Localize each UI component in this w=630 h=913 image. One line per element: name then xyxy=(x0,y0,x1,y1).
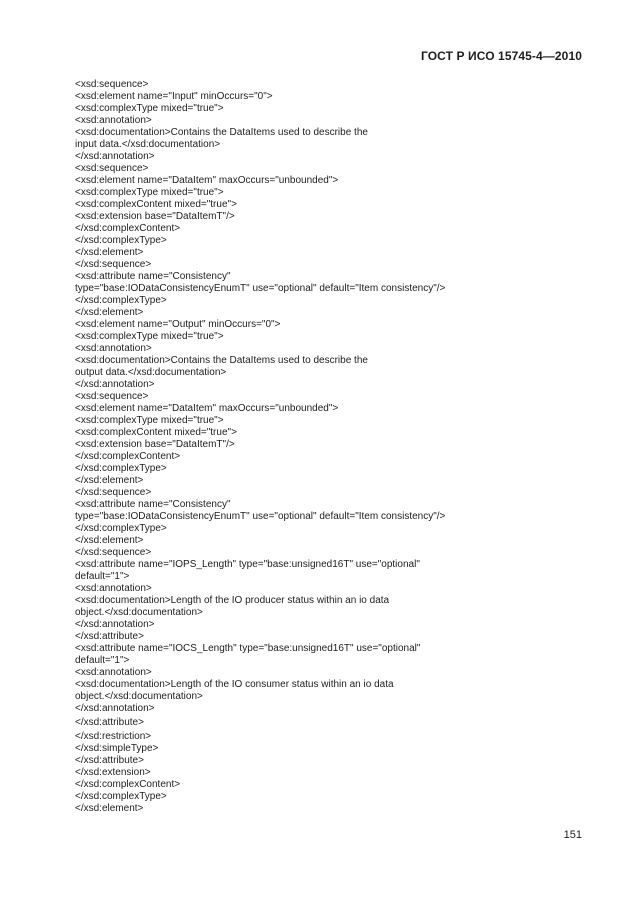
code-line: <xsd:attribute name="IOCS_Length" type="base:unsigned16T" use="optional" xyxy=(75,643,421,654)
code-line: </xsd:simpleType> xyxy=(75,743,159,754)
code-line: </xsd:complexType> xyxy=(75,791,167,802)
code-line: <xsd:element name="Input" minOccurs="0"> xyxy=(75,91,273,102)
code-line: <xsd:attribute name="Consistency" xyxy=(75,499,231,510)
code-line: </xsd:restriction> xyxy=(75,731,152,742)
code-line: type="base:IODataConsistencyEnumT" use="optional" default="Item consistency"/> xyxy=(75,283,446,294)
code-line: <xsd:attribute name="Consistency" xyxy=(75,271,231,282)
code-line: <xsd:annotation> xyxy=(75,115,152,126)
code-line: </xsd:annotation> xyxy=(75,151,155,162)
code-line: <xsd:extension base="DataItemT"/> xyxy=(75,211,235,222)
xml-schema-code-block xyxy=(75,79,575,815)
code-line: </xsd:complexType> xyxy=(75,463,167,474)
code-line: </xsd:element> xyxy=(75,535,144,546)
code-line: </xsd:complexContent> xyxy=(75,223,181,234)
code-line: output data.</xsd:documentation> xyxy=(75,367,227,378)
code-line: <xsd:element name="DataItem" maxOccurs="unbounded"> xyxy=(75,175,339,186)
code-line: <xsd:complexContent mixed="true"> xyxy=(75,199,237,210)
page-header-standard: ГОСТ Р ИСО 15745-4—2010 xyxy=(420,49,582,63)
code-line: <xsd:element name="DataItem" maxOccurs="unbounded"> xyxy=(75,403,339,414)
code-line: <xsd:documentation>Length of the IO producer status within an io data xyxy=(75,595,390,606)
code-line: default="1"> xyxy=(75,571,130,582)
code-line: </xsd:complexType> xyxy=(75,295,167,306)
code-line: </xsd:complexType> xyxy=(75,235,167,246)
code-line: </xsd:annotation> xyxy=(75,379,155,390)
code-line: <xsd:complexContent mixed="true"> xyxy=(75,427,237,438)
code-line: <xsd:complexType mixed="true"> xyxy=(75,415,224,426)
code-line: </xsd:attribute> xyxy=(75,631,144,642)
code-line: <xsd:documentation>Length of the IO consumer status within an io data xyxy=(75,679,394,690)
code-line: </xsd:element> xyxy=(75,247,144,258)
code-line: </xsd:sequence> xyxy=(75,259,152,270)
code-line: <xsd:annotation> xyxy=(75,343,152,354)
code-line: </xsd:attribute> xyxy=(75,755,144,766)
code-line: <xsd:documentation>Contains the DataItems used to describe the xyxy=(75,355,368,366)
code-line: type="base:IODataConsistencyEnumT" use="optional" default="Item consistency"/> xyxy=(75,511,446,522)
code-line: </xsd:attribute> xyxy=(75,717,144,728)
page-number: 151 xyxy=(563,829,582,841)
code-line: <xsd:attribute name="IOPS_Length" type="base:unsigned16T" use="optional" xyxy=(75,559,420,570)
code-line: <xsd:sequence> xyxy=(75,163,149,174)
code-line: <xsd:documentation>Contains the DataItems used to describe the xyxy=(75,127,368,138)
code-line: </xsd:sequence> xyxy=(75,547,152,558)
code-line: <xsd:sequence> xyxy=(75,391,149,402)
code-line: </xsd:complexType> xyxy=(75,523,167,534)
code-line: </xsd:sequence> xyxy=(75,487,152,498)
code-line: object.</xsd:documentation> xyxy=(75,691,203,702)
code-line: </xsd:element> xyxy=(75,803,144,814)
code-line: </xsd:complexContent> xyxy=(75,451,181,462)
code-line: <xsd:annotation> xyxy=(75,667,152,678)
code-line: <xsd:element name="Output" minOccurs="0"> xyxy=(75,319,281,330)
code-line: default="1"> xyxy=(75,655,130,666)
code-line: <xsd:extension base="DataItemT"/> xyxy=(75,439,235,450)
code-line: </xsd:element> xyxy=(75,307,144,318)
code-line: <xsd:complexType mixed="true"> xyxy=(75,331,224,342)
code-line: <xsd:annotation> xyxy=(75,583,152,594)
code-line: </xsd:extension> xyxy=(75,767,151,778)
code-line: </xsd:annotation> xyxy=(75,619,155,630)
code-line: <xsd:complexType mixed="true"> xyxy=(75,103,224,114)
code-line: object.</xsd:documentation> xyxy=(75,607,203,618)
code-line: input data.</xsd:documentation> xyxy=(75,139,221,150)
code-line: </xsd:complexContent> xyxy=(75,779,181,790)
code-line: </xsd:annotation> xyxy=(75,703,155,714)
code-line: </xsd:element> xyxy=(75,475,144,486)
code-line: <xsd:complexType mixed="true"> xyxy=(75,187,224,198)
code-line: <xsd:sequence> xyxy=(75,79,149,90)
